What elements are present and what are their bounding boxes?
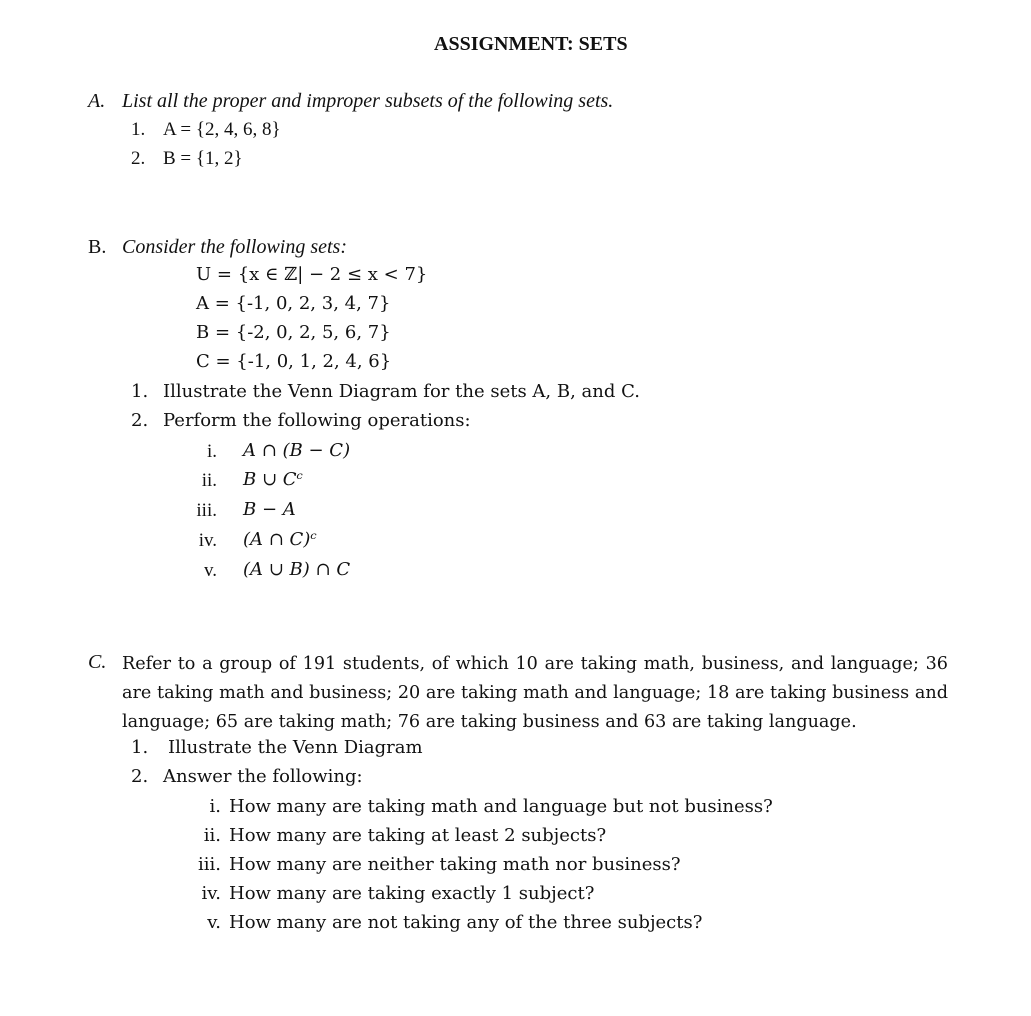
set-definition-u: U = {x ∈ ℤ| − 2 ≤ x < 7}	[196, 264, 428, 285]
operation-expression: (A ∩ C)ᶜ	[243, 529, 317, 550]
section-a-letter: A.	[88, 90, 106, 112]
section-a-instruction: List all the proper and improper subsets of the following sets.	[122, 90, 614, 112]
set-definition-a: A = {-1, 0, 2, 3, 4, 7}	[196, 293, 391, 314]
set-definition-b: B = {-2, 0, 2, 5, 6, 7}	[196, 322, 391, 343]
section-a-item-number: 2.	[131, 148, 146, 169]
operation-number: ii.	[201, 470, 217, 491]
operation-expression: B ∪ Cᶜ	[243, 469, 303, 490]
section-b-item-text: Perform the following operations:	[163, 410, 471, 431]
section-c-letter: C.	[88, 651, 107, 673]
question-number: i.	[209, 796, 221, 817]
page-title: ASSIGNMENT: SETS	[434, 33, 628, 55]
operation-expression: A ∩ (B − C)	[243, 440, 351, 461]
operation-number: iv.	[198, 530, 217, 551]
operation-number: v.	[203, 560, 217, 581]
section-c-paragraph: Refer to a group of 191 students, of which 10 are taking math, business, and language; 36 are taking math and business; 20 are taking math and language; 18 are taking business and language; 65 are taking math; 76 are taking business and 63 are taking language.	[122, 654, 948, 732]
question-text: How many are taking exactly 1 subject?	[229, 883, 595, 904]
section-b-letter: B.	[88, 236, 107, 258]
question-text: How many are taking at least 2 subjects?	[229, 825, 607, 846]
section-c-item-number: 1.	[131, 737, 149, 758]
operation-expression: B − A	[243, 499, 296, 520]
section-a-item-set: B = {1, 2}	[163, 148, 243, 169]
section-b-item-text: Illustrate the Venn Diagram for the sets A, B, and C.	[163, 381, 640, 402]
section-c-item-number: 2.	[131, 766, 149, 787]
operation-number: i.	[206, 441, 217, 462]
section-a-item-set: A = {2, 4, 6, 8}	[163, 119, 281, 140]
section-b-instruction: Consider the following sets:	[122, 236, 347, 258]
question-text: How many are neither taking math nor business?	[229, 854, 681, 875]
question-number: ii.	[203, 825, 221, 846]
set-definition-c: C = {-1, 0, 1, 2, 4, 6}	[196, 351, 392, 372]
section-c-item-text: Illustrate the Venn Diagram	[168, 737, 423, 758]
operation-expression: (A ∪ B) ∩ C	[243, 559, 351, 580]
question-number: iii.	[198, 854, 221, 875]
question-text: How many are not taking any of the three subjects?	[229, 912, 703, 933]
question-text: How many are taking math and language but not business?	[229, 796, 773, 817]
question-number: v.	[207, 912, 221, 933]
question-number: iv.	[201, 883, 221, 904]
section-a-item-number: 1.	[131, 119, 146, 140]
section-b-item-number: 1.	[131, 381, 149, 402]
section-b-item-number: 2.	[131, 410, 149, 431]
section-c-item-text: Answer the following:	[163, 766, 363, 787]
operation-number: iii.	[196, 500, 217, 521]
